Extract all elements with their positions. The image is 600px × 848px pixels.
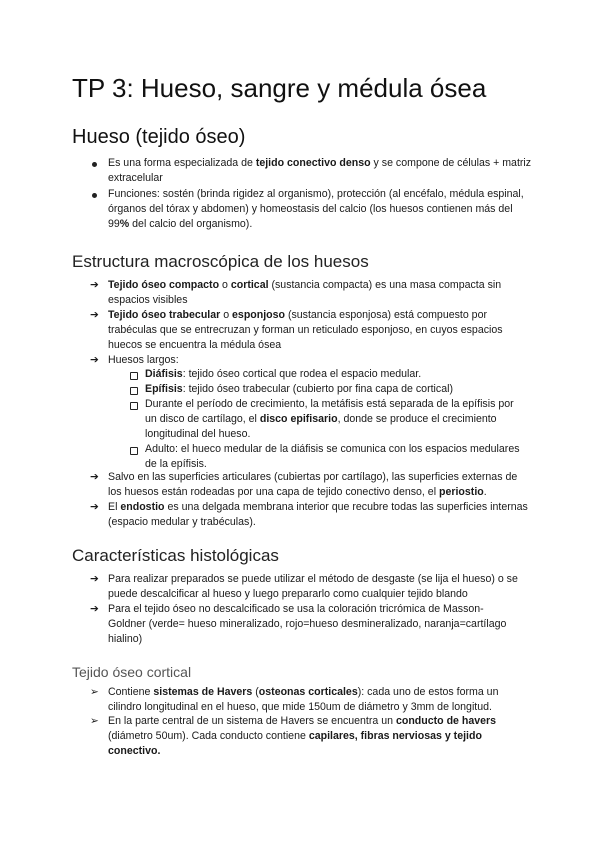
list-item: Funciones: sostén (brinda rigidez al organismo), protección (al encéfalo, médula espinal, órganos del tórax y abdomen) y homeostasis del calcio (los huesos contienen más del 99% del calcio del organismo). [108,188,524,231]
list-item: Contiene sistemas de Havers (osteonas corticales): cada uno de estos forma un cilindro longitudinal en el hueso, que mide 150um de diámetro y 3mm de longitud. [108,686,499,714]
arrow-icon: ➔ [90,354,99,366]
sub-list-item: Adulto: el hueco medular de la diáfisis se comunica con los espacios medulares de la epífisis. [145,443,520,471]
checkbox-icon [130,387,138,395]
list-item: El endostio es una delgada membrana interior que recubre todas las superficies internas (espacio medular y trabéculas). [108,501,528,529]
sub-list-item: Epífisis: tejido óseo trabecular (cubierto por fina capa de cortical) [145,383,453,395]
heading-hueso: Hueso (tejido óseo) [72,126,246,148]
heading-cortical: Tejido óseo cortical [72,664,192,680]
checkbox-icon [130,402,138,410]
sub-list-item: Diáfisis: tejido óseo cortical que rodea el espacio medular. [145,368,422,380]
checkbox-icon [130,372,138,380]
list-item: Es una forma especializada de tejido conectivo denso y se compone de células + matriz extracelular [108,157,532,185]
arrow-icon: ➔ [90,501,99,513]
arrow-icon: ➔ [90,603,99,615]
list-item: Para realizar preparados se puede utilizar el método de desgaste (se lija el hueso) o se puede descalcificar al hueso y luego prepararlo como cualquier tejido blando [108,573,518,601]
list-item: Tejido óseo trabecular o esponjoso (sustancia esponjosa) está compuesto por trabéculas que se entrecruzan y forman un reticulado esponjoso, en cuyos espacios huecos se encuentra la médula ósea [108,309,503,352]
list-item: Tejido óseo compacto o cortical (sustancia compacta) es una masa compacta sin espacios visibles [108,279,502,307]
checkbox-icon [130,447,138,455]
bullet-icon [92,193,97,198]
arrowhead-icon: ➢ [90,686,99,698]
list-item: Huesos largos: [108,354,179,366]
arrow-icon: ➔ [90,309,99,321]
page-title: TP 3: Hueso, sangre y médula ósea [72,73,487,103]
arrow-icon: ➔ [90,573,99,585]
sub-list-item: Durante el período de crecimiento, la metáfisis está separada de la epífisis por un disco de cartílago, el disco epifisario, donde se produce el crecimiento longitudinal del hueso. [145,398,514,441]
arrow-icon: ➔ [90,279,99,291]
list-item: Para el tejido óseo no descalcificado se usa la coloración tricrómica de Masson-Goldner (verde= hueso mineralizado, rojo=hueso desmineralizado, naranja=cartílago hialino) [108,603,507,646]
list-item: En la parte central de un sistema de Havers se encuentra un conducto de havers (diámetro 50um). Cada conducto contiene capilares, fibras nerviosas y tejido conectivo. [108,715,497,758]
arrow-icon: ➔ [90,471,99,483]
bullet-icon [92,162,97,167]
heading-histo: Características histológicas [72,546,279,565]
arrowhead-icon: ➢ [90,715,99,727]
list-item: Salvo en las superficies articulares (cubiertas por cartílago), las superficies externas de los huesos están rodeadas por una capa de tejido conectivo denso, el periostio. [108,471,518,499]
heading-macro: Estructura macroscópica de los huesos [72,252,369,271]
